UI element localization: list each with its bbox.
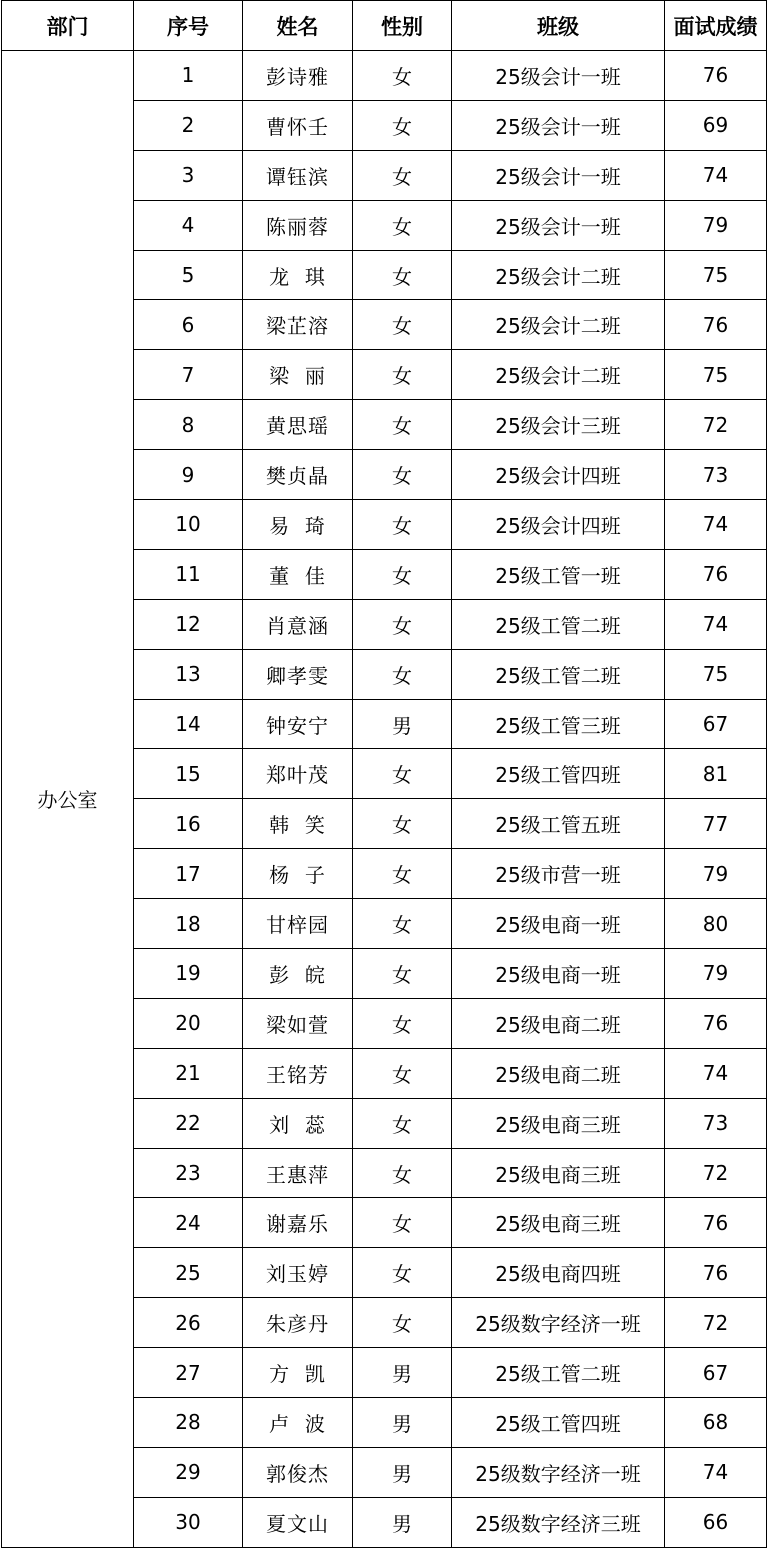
gender-cell: 男: [353, 1447, 452, 1497]
class-cell: 25级电商三班: [452, 1198, 665, 1248]
score-cell: 79: [665, 849, 767, 899]
score-cell: 74: [665, 150, 767, 200]
number-cell: 6: [134, 300, 243, 350]
gender-cell: 女: [353, 799, 452, 849]
score-cell: 72: [665, 1148, 767, 1198]
class-cell: 25级电商二班: [452, 1048, 665, 1098]
score-cell: 67: [665, 1348, 767, 1398]
score-cell: 77: [665, 799, 767, 849]
class-cell: 25级电商四班: [452, 1248, 665, 1298]
number-cell: 28: [134, 1398, 243, 1448]
gender-cell: 男: [353, 1398, 452, 1448]
gender-cell: 女: [353, 400, 452, 450]
class-cell: 25级数字经济三班: [452, 1497, 665, 1547]
name-cell: 樊贞晶: [243, 450, 353, 500]
number-cell: 27: [134, 1348, 243, 1398]
gender-cell: 女: [353, 500, 452, 550]
score-cell: 72: [665, 400, 767, 450]
name-cell: 曹怀壬: [243, 100, 353, 150]
gender-cell: 女: [353, 1298, 452, 1348]
number-cell: 8: [134, 400, 243, 450]
number-cell: 4: [134, 200, 243, 250]
gender-cell: 女: [353, 1098, 452, 1148]
department-cell: 办公室: [2, 51, 134, 1548]
name-cell: 谭钰滨: [243, 150, 353, 200]
number-cell: 16: [134, 799, 243, 849]
score-cell: 73: [665, 1098, 767, 1148]
name-cell: 黄思瑶: [243, 400, 353, 450]
gender-cell: 女: [353, 1048, 452, 1098]
score-cell: 75: [665, 649, 767, 699]
score-cell: 69: [665, 100, 767, 150]
number-cell: 18: [134, 899, 243, 949]
gender-cell: 女: [353, 51, 452, 101]
score-cell: 74: [665, 1048, 767, 1098]
class-cell: 25级电商三班: [452, 1148, 665, 1198]
number-cell: 15: [134, 749, 243, 799]
class-cell: 25级电商一班: [452, 949, 665, 999]
number-cell: 5: [134, 250, 243, 300]
number-cell: 25: [134, 1248, 243, 1298]
number-cell: 26: [134, 1298, 243, 1348]
class-cell: 25级工管三班: [452, 699, 665, 749]
header-class: 班级: [452, 1, 665, 51]
score-cell: 74: [665, 1447, 767, 1497]
name-cell: 郭俊杰: [243, 1447, 353, 1497]
class-cell: 25级工管四班: [452, 749, 665, 799]
number-cell: 2: [134, 100, 243, 150]
class-cell: 25级数字经济一班: [452, 1298, 665, 1348]
gender-cell: 女: [353, 200, 452, 250]
gender-cell: 女: [353, 649, 452, 699]
name-cell: 刘玉婷: [243, 1248, 353, 1298]
score-cell: 80: [665, 899, 767, 949]
number-cell: 17: [134, 849, 243, 899]
table-header-row: [2, 1, 767, 51]
gender-cell: 女: [353, 1148, 452, 1198]
score-cell: 74: [665, 500, 767, 550]
interview-score-table: [1, 0, 767, 1548]
score-cell: 79: [665, 200, 767, 250]
score-cell: 76: [665, 1248, 767, 1298]
table-row: [2, 51, 767, 101]
name-cell: 谢嘉乐: [243, 1198, 353, 1248]
score-cell: 66: [665, 1497, 767, 1547]
number-cell: 30: [134, 1497, 243, 1547]
name-cell: 龙 琪: [243, 250, 353, 300]
number-cell: 10: [134, 500, 243, 550]
score-cell: 81: [665, 749, 767, 799]
score-cell: 76: [665, 998, 767, 1048]
score-cell: 76: [665, 549, 767, 599]
gender-cell: 女: [353, 998, 452, 1048]
number-cell: 7: [134, 350, 243, 400]
name-cell: 朱彦丹: [243, 1298, 353, 1348]
score-cell: 73: [665, 450, 767, 500]
number-cell: 29: [134, 1447, 243, 1497]
gender-cell: 女: [353, 1248, 452, 1298]
gender-cell: 女: [353, 100, 452, 150]
number-cell: 3: [134, 150, 243, 200]
score-cell: 75: [665, 250, 767, 300]
number-cell: 23: [134, 1148, 243, 1198]
gender-cell: 男: [353, 1497, 452, 1547]
header-name: 姓名: [243, 1, 353, 51]
name-cell: 夏文山: [243, 1497, 353, 1547]
number-cell: 9: [134, 450, 243, 500]
class-cell: 25级会计四班: [452, 500, 665, 550]
gender-cell: 女: [353, 949, 452, 999]
gender-cell: 女: [353, 250, 452, 300]
name-cell: 韩 笑: [243, 799, 353, 849]
name-cell: 方 凯: [243, 1348, 353, 1398]
score-cell: 75: [665, 350, 767, 400]
gender-cell: 女: [353, 300, 452, 350]
name-cell: 梁如萱: [243, 998, 353, 1048]
name-cell: 杨 子: [243, 849, 353, 899]
gender-cell: 女: [353, 749, 452, 799]
class-cell: 25级工管四班: [452, 1398, 665, 1448]
class-cell: 25级电商二班: [452, 998, 665, 1048]
gender-cell: 女: [353, 899, 452, 949]
score-cell: 74: [665, 599, 767, 649]
class-cell: 25级工管二班: [452, 1348, 665, 1398]
class-cell: 25级会计二班: [452, 350, 665, 400]
class-cell: 25级市营一班: [452, 849, 665, 899]
number-cell: 11: [134, 549, 243, 599]
name-cell: 董 佳: [243, 549, 353, 599]
header-number: 序号: [134, 1, 243, 51]
score-cell: 68: [665, 1398, 767, 1448]
number-cell: 1: [134, 51, 243, 101]
class-cell: 25级电商三班: [452, 1098, 665, 1148]
number-cell: 20: [134, 998, 243, 1048]
class-cell: 25级会计一班: [452, 51, 665, 101]
number-cell: 19: [134, 949, 243, 999]
class-cell: 25级工管二班: [452, 649, 665, 699]
class-cell: 25级工管二班: [452, 599, 665, 649]
class-cell: 25级会计四班: [452, 450, 665, 500]
class-cell: 25级会计一班: [452, 150, 665, 200]
score-cell: 79: [665, 949, 767, 999]
name-cell: 卢 波: [243, 1398, 353, 1448]
name-cell: 肖意涵: [243, 599, 353, 649]
gender-cell: 女: [353, 1198, 452, 1248]
gender-cell: 女: [353, 849, 452, 899]
gender-cell: 女: [353, 350, 452, 400]
name-cell: 易 琦: [243, 500, 353, 550]
name-cell: 卿孝雯: [243, 649, 353, 699]
name-cell: 甘梓园: [243, 899, 353, 949]
class-cell: 25级电商一班: [452, 899, 665, 949]
score-cell: 76: [665, 1198, 767, 1248]
table-body: [2, 51, 767, 1548]
score-cell: 76: [665, 300, 767, 350]
name-cell: 王惠萍: [243, 1148, 353, 1198]
class-cell: 25级会计三班: [452, 400, 665, 450]
gender-cell: 女: [353, 599, 452, 649]
name-cell: 彭诗雅: [243, 51, 353, 101]
class-cell: 25级会计一班: [452, 200, 665, 250]
score-cell: 72: [665, 1298, 767, 1348]
name-cell: 刘 蕊: [243, 1098, 353, 1148]
score-cell: 67: [665, 699, 767, 749]
name-cell: 陈丽蓉: [243, 200, 353, 250]
class-cell: 25级会计一班: [452, 100, 665, 150]
header-gender: 性别: [353, 1, 452, 51]
number-cell: 13: [134, 649, 243, 699]
gender-cell: 女: [353, 450, 452, 500]
number-cell: 21: [134, 1048, 243, 1098]
name-cell: 郑叶茂: [243, 749, 353, 799]
gender-cell: 女: [353, 549, 452, 599]
number-cell: 12: [134, 599, 243, 649]
gender-cell: 男: [353, 699, 452, 749]
class-cell: 25级会计二班: [452, 300, 665, 350]
name-cell: 王铭芳: [243, 1048, 353, 1098]
header-department: 部门: [2, 1, 134, 51]
class-cell: 25级数字经济一班: [452, 1447, 665, 1497]
name-cell: 梁芷溶: [243, 300, 353, 350]
name-cell: 梁 丽: [243, 350, 353, 400]
header-interview-score: 面试成绩: [665, 1, 767, 51]
gender-cell: 男: [353, 1348, 452, 1398]
class-cell: 25级会计二班: [452, 250, 665, 300]
class-cell: 25级工管一班: [452, 549, 665, 599]
class-cell: 25级工管五班: [452, 799, 665, 849]
number-cell: 22: [134, 1098, 243, 1148]
name-cell: 钟安宁: [243, 699, 353, 749]
gender-cell: 女: [353, 150, 452, 200]
name-cell: 彭 皖: [243, 949, 353, 999]
number-cell: 24: [134, 1198, 243, 1248]
number-cell: 14: [134, 699, 243, 749]
score-cell: 76: [665, 51, 767, 101]
